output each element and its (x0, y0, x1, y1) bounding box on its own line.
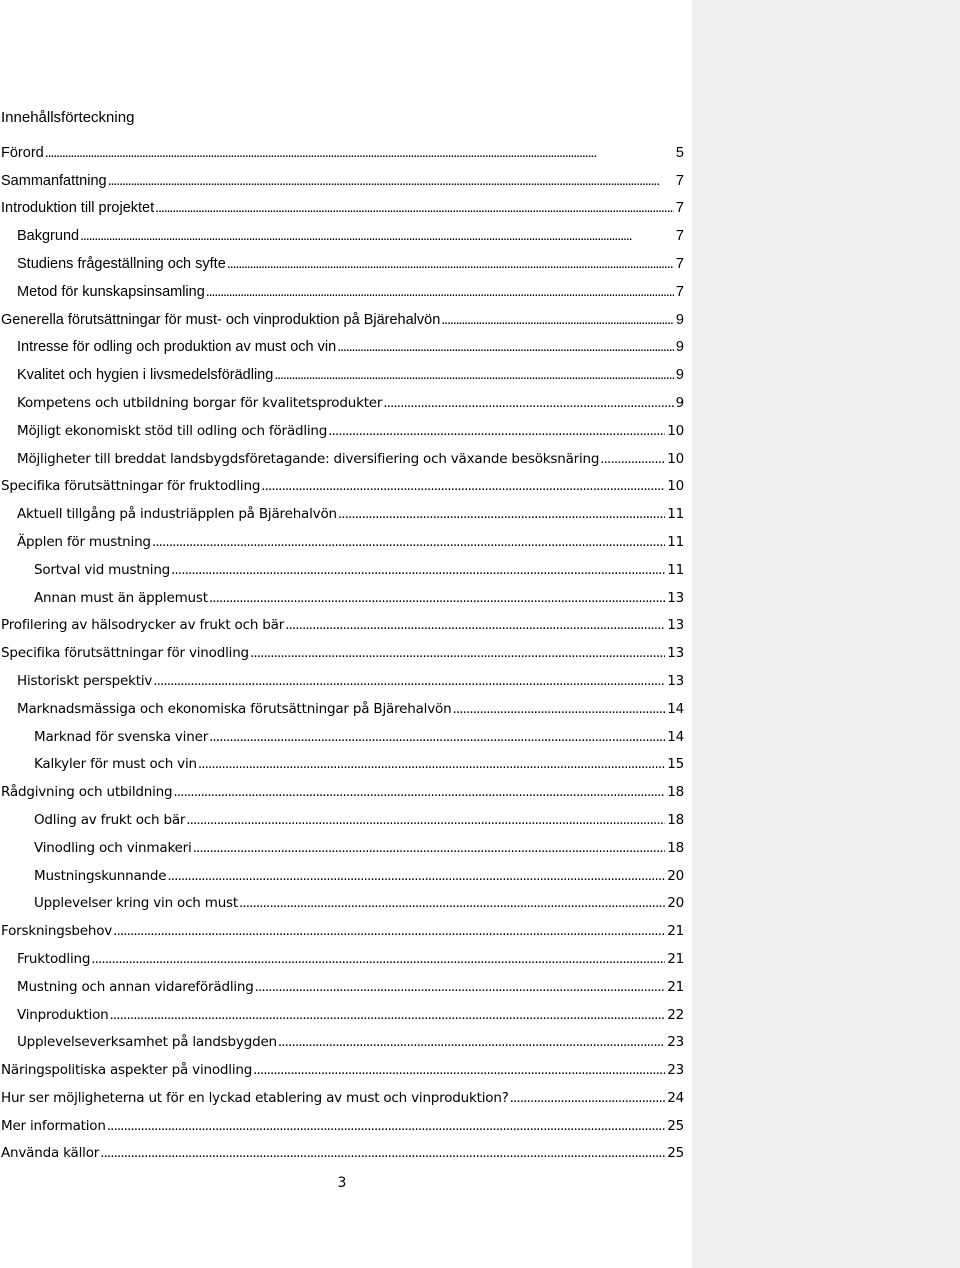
toc-dot-leader (155, 199, 674, 219)
toc-entry-title: Kalkyler för must och vin (34, 756, 197, 773)
toc-dot-leader (206, 283, 674, 303)
toc-entry[interactable] (0, 386, 684, 414)
page-number: 3 (337, 1175, 347, 1191)
toc-entry-title: Möjligheter till breddat landsbygdsföretagande: diversifiering och växande besöksnäring (17, 450, 600, 467)
toc-entry-page-number: 11 (667, 506, 684, 523)
toc-entry-page-number: 25 (667, 1117, 684, 1134)
toc-entry-title: Studiens frågeställning och syfte (17, 255, 226, 272)
toc-entry-page-number: 18 (667, 839, 684, 856)
toc-title: Innehållsförteckning (1, 109, 135, 126)
toc-entry-title: Hur ser möjligheterna ut för en lyckad etablering av must och vinproduktion? (1, 1089, 509, 1106)
toc-dot-leader (113, 922, 665, 942)
toc-entry-title: Profilering av hälsodrycker av frukt och bär (1, 617, 285, 634)
toc-entry-page-number: 20 (667, 895, 684, 912)
toc-entry[interactable] (0, 331, 684, 359)
toc-dot-leader (193, 839, 666, 859)
toc-entry-title: Forskningsbehov (1, 923, 113, 940)
toc-entry-page-number: 13 (667, 617, 684, 634)
toc-dot-leader (328, 422, 665, 442)
toc-dot-leader (186, 811, 665, 831)
toc-entry-page-number: 14 (667, 728, 684, 745)
toc-entry-page-number: 13 (667, 672, 684, 689)
toc-dot-leader (441, 311, 674, 331)
toc-entry-page-number: 11 (667, 533, 684, 550)
toc-entry-title: Introduktion till projektet (1, 200, 155, 217)
toc-dot-leader (153, 672, 665, 692)
toc-entry-title: Rådgivning och utbildning (1, 784, 173, 801)
toc-dot-leader (338, 505, 665, 525)
toc-dot-leader (239, 894, 665, 914)
toc-entry[interactable] (0, 247, 684, 275)
toc-entry-title: Kvalitet och hygien i livsmedelsförädling (17, 367, 274, 384)
toc-entry[interactable] (0, 914, 684, 942)
toc-entry[interactable] (0, 136, 684, 164)
toc-entry-title: Använda källor (1, 1145, 100, 1162)
toc-dot-leader (171, 561, 665, 581)
toc-entry[interactable] (0, 1053, 684, 1081)
toc-entry-title: Specifika förutsättningar för vinodling (1, 645, 249, 662)
toc-entry-title: Mustningskunnande (34, 867, 167, 884)
toc-dot-leader (45, 144, 674, 164)
toc-entry-title: Odling av frukt och bär (34, 811, 186, 828)
toc-entry[interactable] (0, 275, 684, 303)
toc-entry[interactable] (0, 1026, 684, 1054)
toc-dot-leader (91, 950, 665, 970)
toc-entry-page-number: 10 (667, 422, 684, 439)
toc-entry-title: Metod för kunskapsinsamling (17, 283, 205, 300)
toc-entry-title: Mer information (1, 1117, 106, 1134)
toc-entry-title: Upplevelser kring vin och must (34, 895, 238, 912)
toc-entry-title: Mustning och annan vidareförädling (17, 978, 254, 995)
toc-entry-title: Fruktodling (17, 950, 91, 967)
toc-entry[interactable] (0, 1109, 684, 1137)
toc-dot-leader (285, 616, 665, 636)
toc-entry[interactable] (0, 442, 684, 470)
toc-entry-page-number: 21 (667, 923, 684, 940)
toc-entry[interactable] (0, 358, 684, 386)
toc-entry-title: Specifika förutsättningar för fruktodling (1, 478, 261, 495)
toc-entry-page-number: 5 (675, 144, 684, 161)
toc-dot-leader (452, 700, 665, 720)
toc-entry[interactable] (0, 414, 684, 442)
toc-entry[interactable] (0, 609, 684, 637)
toc-dot-leader (510, 1089, 666, 1109)
toc-entry[interactable] (0, 775, 684, 803)
toc-dot-leader (227, 255, 674, 275)
toc-entry[interactable] (0, 470, 684, 498)
toc-entry[interactable] (0, 497, 684, 525)
toc-dot-leader (107, 1117, 666, 1137)
toc-entry-page-number: 20 (667, 867, 684, 884)
toc-entry[interactable] (0, 859, 684, 887)
toc-entry-title: Möjligt ekonomiskt stöd till odling och förädling (17, 422, 328, 439)
toc-entry-page-number: 9 (675, 311, 684, 328)
toc-entry-page-number: 7 (675, 255, 684, 272)
toc-dot-leader (209, 728, 665, 748)
comment-margin-pane (692, 0, 960, 1268)
toc-entry[interactable] (0, 720, 684, 748)
toc-entry[interactable] (0, 1137, 684, 1165)
toc-dot-leader (261, 477, 665, 497)
toc-entry-title: Sammanfattning (1, 172, 107, 189)
toc-entry[interactable] (0, 303, 684, 331)
toc-entry-title: Bakgrund (17, 228, 80, 245)
toc-dot-leader (167, 867, 665, 887)
toc-dot-leader (600, 450, 665, 470)
toc-entry-title: Historiskt perspektiv (17, 672, 153, 689)
toc-dot-leader (278, 1033, 665, 1053)
toc-dot-leader (108, 172, 674, 192)
toc-entry-page-number: 21 (667, 950, 684, 967)
toc-entry[interactable] (0, 970, 684, 998)
toc-dot-leader (274, 366, 674, 386)
toc-entry-title: Upplevelseverksamhet på landsbygden (17, 1034, 277, 1051)
toc-entry[interactable] (0, 998, 684, 1026)
toc-entry-page-number: 22 (667, 1006, 684, 1023)
toc-entry-page-number: 21 (667, 978, 684, 995)
toc-entry-page-number: 25 (667, 1145, 684, 1162)
toc-dot-leader (253, 1061, 665, 1081)
toc-entry[interactable] (0, 553, 684, 581)
toc-entry-page-number: 18 (667, 784, 684, 801)
toc-dot-leader (152, 533, 665, 553)
toc-entry-page-number: 13 (667, 589, 684, 606)
toc-entry-page-number: 13 (667, 645, 684, 662)
toc-entry[interactable] (0, 831, 684, 859)
toc-entry-title: Marknadsmässiga och ekonomiska förutsättningar på Bjärehalvön (17, 700, 452, 717)
toc-entry-title: Marknad för svenska viner (34, 728, 209, 745)
toc-entry-title: Näringspolitiska aspekter på vinodling (1, 1062, 253, 1079)
toc-entry-title: Intresse för odling och produktion av must och vin (17, 339, 337, 356)
toc-entry-page-number: 23 (667, 1034, 684, 1051)
toc-dot-leader (250, 644, 665, 664)
toc-entry-page-number: 15 (667, 756, 684, 773)
toc-entry[interactable] (0, 748, 684, 776)
toc-entry-page-number: 9 (675, 394, 684, 411)
toc-entry[interactable] (0, 636, 684, 664)
toc-entry-page-number: 7 (675, 228, 684, 245)
toc-entry-page-number: 18 (667, 811, 684, 828)
toc-dot-leader (80, 227, 674, 247)
toc-entry-page-number: 14 (667, 700, 684, 717)
toc-dot-leader (337, 338, 674, 358)
toc-entry-page-number: 7 (675, 200, 684, 217)
toc-entry-page-number: 10 (667, 478, 684, 495)
toc-entry-title: Kompetens och utbildning borgar för kvalitetsprodukter (17, 394, 383, 411)
toc-entry[interactable] (0, 942, 684, 970)
toc-entry-title: Äpplen för mustning (17, 533, 151, 550)
toc-dot-leader (383, 394, 673, 414)
toc-entry[interactable] (0, 581, 684, 609)
toc-entry-page-number: 9 (675, 367, 684, 384)
toc-dot-leader (110, 1006, 666, 1026)
toc-entry[interactable] (0, 164, 684, 192)
toc-dot-leader (173, 783, 665, 803)
toc-entry-page-number: 23 (667, 1062, 684, 1079)
toc-entry-page-number: 9 (675, 339, 684, 356)
toc-entry[interactable] (0, 664, 684, 692)
toc-entry-page-number: 11 (667, 561, 684, 578)
toc-entry-title: Vinproduktion (17, 1006, 109, 1023)
toc-entry-title: Sortval vid mustning (34, 561, 171, 578)
toc-entry-title: Vinodling och vinmakeri (34, 839, 192, 856)
toc-entry[interactable] (0, 1081, 684, 1109)
toc-entry-title: Aktuell tillgång på industriäpplen på Bjärehalvön (17, 506, 337, 523)
toc-entry[interactable] (0, 803, 684, 831)
toc-entry[interactable] (0, 692, 684, 720)
toc-entry[interactable] (0, 192, 684, 220)
toc-entry[interactable] (0, 887, 684, 915)
toc-entry-page-number: 10 (667, 450, 684, 467)
toc-dot-leader (198, 755, 665, 775)
toc-entry-page-number: 7 (675, 283, 684, 300)
toc-entry[interactable] (0, 525, 684, 553)
toc-entry-title: Förord (1, 144, 44, 161)
toc-dot-leader (100, 1144, 665, 1164)
toc-entry[interactable] (0, 219, 684, 247)
toc-entry-title: Annan must än äpplemust (34, 589, 208, 606)
toc-dot-leader (255, 978, 666, 998)
toc-entry-page-number: 24 (667, 1089, 684, 1106)
toc-entry-page-number: 7 (675, 172, 684, 189)
toc-dot-leader (209, 589, 665, 609)
toc-list (0, 136, 684, 1164)
toc-entry-title: Generella förutsättningar för must- och vinproduktion på Bjärehalvön (1, 311, 441, 328)
